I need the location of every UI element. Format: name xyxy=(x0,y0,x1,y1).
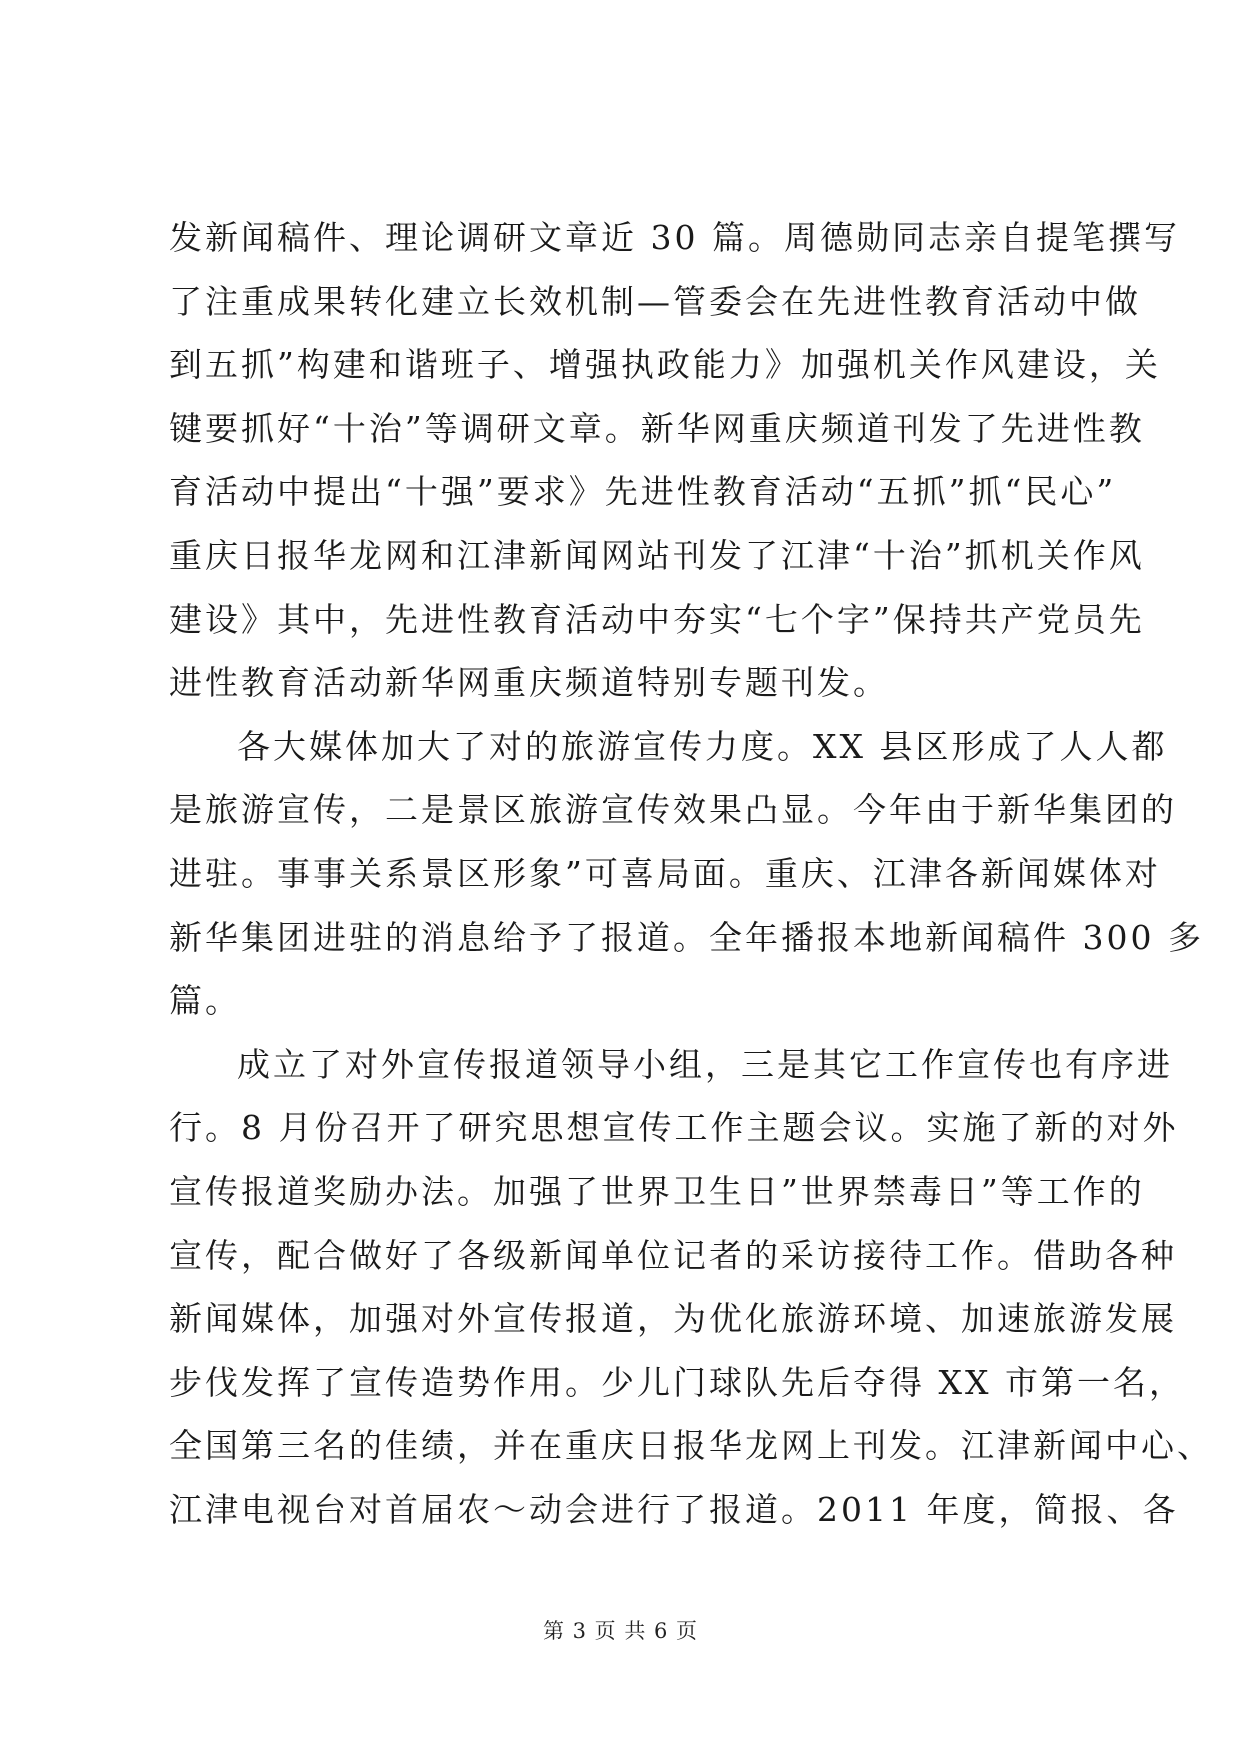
text-line: 新闻媒体，加强对外宣传报道，为优化旅游环境、加速旅游发展 xyxy=(169,1299,1177,1339)
text-line: 是旅游宣传，二是景区旅游宣传效果凸显。今年由于新华集团的 xyxy=(169,790,1177,830)
text-line: 行。8 月份召开了研究思想宣传工作主题会议。实施了新的对外 xyxy=(169,1108,1179,1148)
text-line: 成立了对外宣传报道领导小组，三是其它工作宣传也有序进 xyxy=(237,1044,1173,1084)
text-line: 全国第三名的佳绩，并在重庆日报华龙网上刊发。江津新闻中心、 xyxy=(169,1426,1213,1466)
text-line: 步伐发挥了宣传造势作用。少儿门球队先后夺得 XX 市第一名， xyxy=(169,1362,1185,1402)
text-line: 发新闻稿件、理论调研文章近 30 篇。周德勋同志亲自提笔撰写 xyxy=(169,218,1180,257)
text-line: 到五抓”构建和谐班子、增强执政能力》加强机关作风建设，关 xyxy=(169,345,1161,385)
text-line: 键要抓好“十治”等调研文章。新华网重庆频道刊发了先进性教 xyxy=(169,408,1145,448)
text-line: 进驻。事事关系景区形象”可喜局面。重庆、江津各新闻媒体对 xyxy=(169,853,1161,893)
page-number-footer: 第 3 页 共 6 页 xyxy=(542,1619,699,1643)
document-body xyxy=(169,206,1213,1541)
text-line: 宣传报道奖励办法。加强了世界卫生日”世界禁毒日”等工作的 xyxy=(169,1171,1145,1211)
paragraph-2 xyxy=(169,715,1204,1033)
text-line: 新华集团进驻的消息给予了报道。全年播报本地新闻稿件 300 多 xyxy=(169,917,1204,957)
text-line: 宣传，配合做好了各级新闻单位记者的采访接待工作。借助各种 xyxy=(169,1235,1177,1275)
text-line: 江津电视台对首届农～动会进行了报道。2011 年度，简报、各 xyxy=(169,1489,1179,1529)
text-line: 篇。 xyxy=(169,981,241,1021)
text-line: 建设》其中，先进性教育活动中夯实“七个字”保持共产党员先 xyxy=(169,599,1145,639)
text-line: 各大媒体加大了对的旅游宣传力度。XX 县区形成了人人都 xyxy=(237,726,1168,766)
paragraph-3 xyxy=(169,1033,1213,1542)
text-line: 进性教育活动新华网重庆频道特别专题刊发。 xyxy=(169,663,889,703)
text-line: 了注重成果转化建立长效机制—管委会在先进性教育活动中做 xyxy=(169,281,1141,321)
text-line: 重庆日报华龙网和江津新闻网站刊发了江津“十治”抓机关作风 xyxy=(169,535,1145,575)
text-line: 育活动中提出“十强”要求》先进性教育活动“五抓”抓“民心” xyxy=(169,472,1117,512)
paragraph-1 xyxy=(169,206,1180,715)
